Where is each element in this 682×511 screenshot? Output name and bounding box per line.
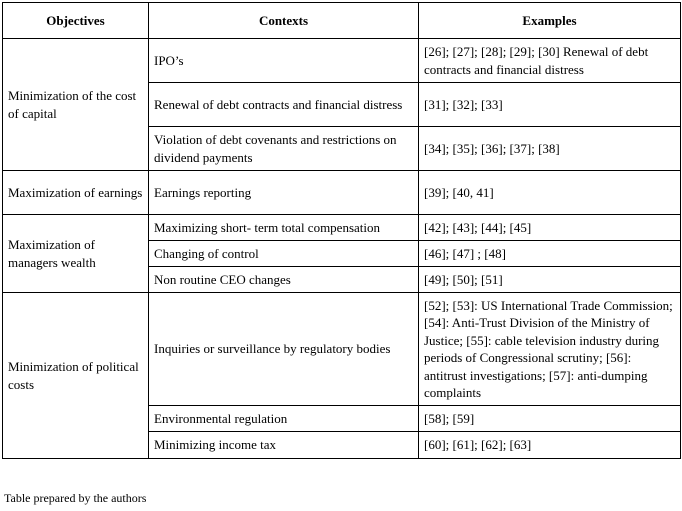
examples-cell: [49]; [50]; [51]	[419, 267, 681, 293]
header-objectives: Objectives	[3, 3, 149, 39]
table-row	[3, 215, 681, 241]
examples-cell: [58]; [59]	[419, 406, 681, 432]
context-cell: Inquiries or surveillance by regulatory bodies	[149, 293, 419, 406]
examples-cell: [42]; [43]; [44]; [45]	[419, 215, 681, 241]
table-row	[3, 293, 681, 406]
objective-cell: Maximization of managers wealth	[3, 215, 149, 293]
examples-cell: [52]; [53]: US International Trade Commission; [54]: Anti-Trust Division of the Ministry of Justice; [55]: cable television industry during periods of Congressional scrutiny; [56]: antitrust investigations; [57]: anti-dumping complaints	[419, 293, 681, 406]
examples-cell: [31]; [32]; [33]	[419, 83, 681, 127]
context-cell: Changing of control	[149, 241, 419, 267]
context-cell: Earnings reporting	[149, 171, 419, 215]
table-row	[3, 171, 681, 215]
examples-cell: [34]; [35]; [36]; [37]; [38]	[419, 127, 681, 171]
examples-cell: [39]; [40, 41]	[419, 171, 681, 215]
context-cell: Non routine CEO changes	[149, 267, 419, 293]
table-caption: Table prepared by the authors	[4, 491, 147, 505]
examples-cell: [46]; [47] ; [48]	[419, 241, 681, 267]
context-cell: Environmental regulation	[149, 406, 419, 432]
context-cell: Maximizing short- term total compensation	[149, 215, 419, 241]
objective-cell: Minimization of political costs	[3, 293, 149, 459]
objectives-table	[2, 2, 681, 459]
context-cell: IPO’s	[149, 39, 419, 83]
examples-cell: [26]; [27]; [28]; [29]; [30] Renewal of debt contracts and financial distress	[419, 39, 681, 83]
context-cell: Minimizing income tax	[149, 432, 419, 459]
examples-cell: [60]; [61]; [62]; [63]	[419, 432, 681, 459]
objective-cell: Maximization of earnings	[3, 171, 149, 215]
table-row	[3, 39, 681, 83]
header-examples: Examples	[419, 3, 681, 39]
header-contexts: Contexts	[149, 3, 419, 39]
header-row	[3, 3, 681, 39]
objective-cell: Minimization of the cost of capital	[3, 39, 149, 171]
context-cell: Renewal of debt contracts and financial distress	[149, 83, 419, 127]
context-cell: Violation of debt covenants and restrictions on dividend payments	[149, 127, 419, 171]
